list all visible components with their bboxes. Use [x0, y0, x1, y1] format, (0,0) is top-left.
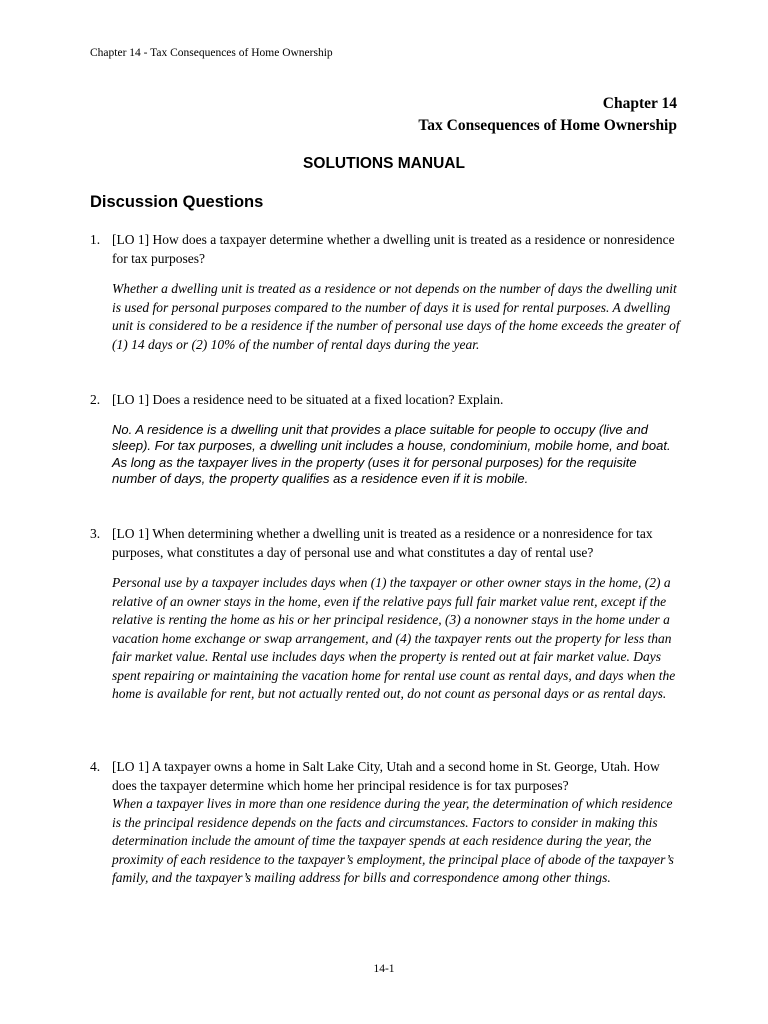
question-1: [90, 231, 680, 354]
chapter-title: Tax Consequences of Home Ownership: [418, 117, 677, 134]
question-2: [90, 391, 680, 488]
answer-text: Whether a dwelling unit is treated as a residence or not depends on the number of days the dwelling unit is used for personal purposes compared to the number of days it is used for rental purposes. A dwelling unit is considered to be a residence if the number of personal use days of the home exceeds the greater of (1) 14 days or (2) 10% of the number of rental days during the year.: [112, 281, 680, 352]
question-text: [LO 1] A taxpayer owns a home in Salt Lake City, Utah and a second home in St. George, Utah. How does the taxpayer determine which home her principal residence is for tax purposes?: [112, 759, 660, 793]
question-text: [LO 1] How does a taxpayer determine whether a dwelling unit is treated as a residence or nonresidence for tax purposes?: [112, 232, 675, 266]
question-number: 3.: [90, 526, 101, 541]
answer-text: Personal use by a taxpayer includes days when (1) the taxpayer or other owner stays in the home, (2) a relative of an owner stays in the home, even if the relative pays full fair market value rent, except if the relative is renting the home as his or her principal residence, (3) a nonowner stays in the home under a vacation home exchange or swap arrangement, and (4) the taxpayer rents out the property for less than fair market value. Rental use includes days when the property is rented out at fair market value. Days spent repairing or maintaining the vacation home for rental use count as rental days, and days when the home is available for rent, but not actually rented out, do not count as personal days or as rental days.: [112, 575, 676, 701]
chapter-heading: [418, 93, 677, 137]
question-text: [LO 1] When determining whether a dwelling unit is treated as a residence or a nonresidence for tax purposes, what constitutes a day of personal use and what constitutes a day of rental use?: [112, 526, 653, 560]
question-3: [90, 525, 680, 704]
page-number: 14-1: [373, 963, 395, 975]
section-heading: Discussion Questions: [90, 193, 264, 211]
question-text: [LO 1] Does a residence need to be situated at a fixed location? Explain.: [112, 392, 504, 407]
answer-text: No. A residence is a dwelling unit that provides a place suitable for people to occupy (live and sleep). For tax purposes, a dwelling unit includes a house, condominium, mobile home, and boat. As long as the taxpayer lives in the property (uses it for personal purposes) for the requisite number of days, the property qualifies as a residence even if it is mobile.: [112, 421, 671, 486]
answer-text: When a taxpayer lives in more than one residence during the year, the determination of which residence is the principal residence depends on the facts and circumstances. Factors to consider in making this determination include the amount of time the taxpayer spends at each residence during the year, the proximity of each residence to the taxpayer’s employment, the principal place of abode of the taxpayer’s family, and the taxpayer’s mailing address for bills and correspondence among other things.: [112, 796, 674, 885]
running-header: Chapter 14 - Tax Consequences of Home Ownership: [90, 47, 333, 59]
question-number: 1.: [90, 232, 101, 247]
question-number: 4.: [90, 759, 101, 774]
question-4: [90, 758, 680, 888]
question-number: 2.: [90, 392, 101, 407]
chapter-number: Chapter 14: [602, 95, 677, 112]
solutions-manual-title: SOLUTIONS MANUAL: [303, 155, 465, 172]
